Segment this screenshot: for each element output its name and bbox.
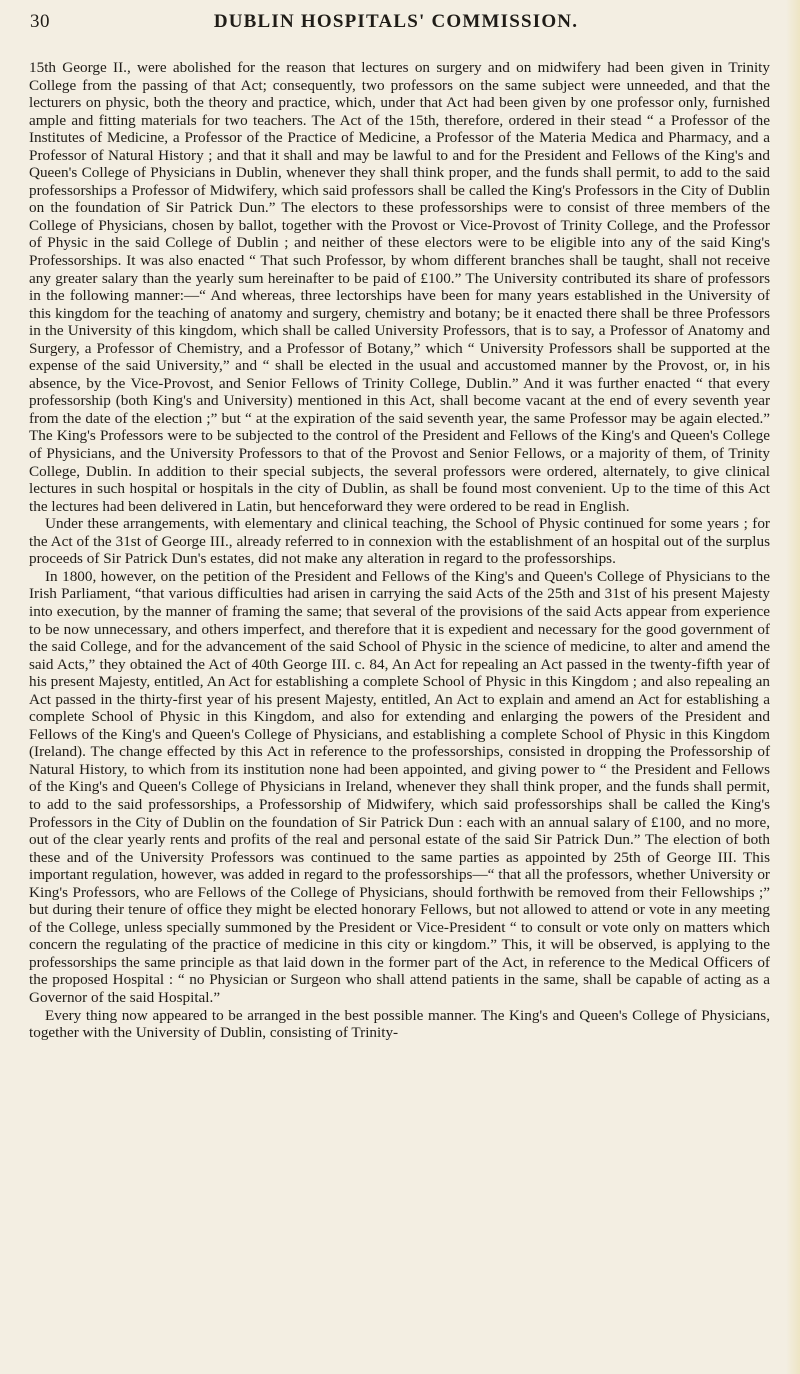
body-text [29,59,770,1042]
paragraph: Under these arrangements, with elementary and clinical teaching, the School of Physic continued for some years ; for the Act of the 31st of George III., already referred to in connexion with the establishment of an hospital out of the surplus proceeds of Sir Patrick Dun's estates, did not make any alteration in regard to the professorships. [29,515,770,568]
paragraph: 15th George II., were abolished for the reason that lectures on surgery and on midwifery had been given in Trinity College from the passing of that Act; consequently, two professors on the same subject were unneeded, and that the lecturers on physic, both the theory and practice, which, under that Act had been given by one professor only, furnished ample and fitting materials for two teachers. The Act of the 15th, therefore, ordered in their stead “ a Professor of the Institutes of Medicine, a Professor of the Practice of Medicine, a Professor of the Materia Medica and Pharmacy, and a Professor of Natural History ; and that it shall and may be lawful to and for the President and Fellows of the King's and Queen's College of Physicians in Dublin, whenever they shall think proper, and the funds shall permit, to add to the said professorships a Professor of Midwifery, which said professors shall be called the King's Professors in the City of Dublin on the foundation of Sir Patrick Dun.” The electors to these professorships were to consist of three members of the College of Physicians, chosen by ballot, together with the Provost or Vice-Provost of Trinity College, and the Professor of Physic in the said College of Dublin ; and neither of these electors were to be eligible into any of the said King's Professorships. It was also enacted “ That such Professor, by whom different branches shall be taught, shall not receive any greater salary than the yearly sum hereinafter to be paid of £100.” The University contributed its share of professors in the following manner:—“ And whereas, three lectorships have been for many years established in the University of this kingdom for the teaching of anatomy and surgery, chemistry and botany; be it enacted there shall be three Professors in the University of this kingdom, which shall be called University Professors, that is to say, a Professor of Anatomy and Surgery, a Professor of Chemistry, and a Professor of Botany,” which “ University Professors shall be supported at the expense of the said University,” and “ shall be elected in the usual and accustomed manner by the Provost, or, in his absence, by the Vice-Provost, and Senior Fellows of Trinity College, Dublin.” And it was further enacted “ that every professorship (both King's and University) mentioned in this Act, shall become vacant at the end of every seventh year from the date of the election ;” but “ at the expiration of the said seventh year, the same Professor may be again elected.” The King's Professors were to be subjected to the control of the President and Fellows of the King's and Queen's College of Physicians, and the University Professors to that of the Provost and Senior Fellows, or a majority of them, of Trinity College, Dublin. In addition to their special subjects, the several professors were ordered, alternately, to give clinical lectures in such hospital or hospitals in the city of Dublin, as shall be found most convenient. Up to the time of this Act the lectures had been delivered in Latin, but henceforward they were ordered to be read in English. [29,59,770,515]
paragraph: Every thing now appeared to be arranged in the best possible manner. The King's and Queen's College of Physicians, together with the University of Dublin, consisting of Trinity- [29,1006,770,1042]
page-number: 30 [30,11,50,32]
paragraph: In 1800, however, on the petition of the President and Fellows of the King's and Queen's College of Physicians to the Irish Parliament, “that various difficulties had arisen in carrying the said Acts of the 25th and 31st of his present Majesty into execution, by the manner of framing the same; that several of the provisions of the said Acts appear from experience to be now unnecessary, and others imperfect, and therefore that it is expedient and necessary for the good government of the said College, and for the advancement of the said School of Physic in the science of medicine, to alter and amend the said Acts,” they obtained the Act of 40th George III. c. 84, An Act for repealing an Act passed in the twenty-fifth year of his present Majesty, entitled, An Act for establishing a complete School of Physic in this Kingdom ; and also repealing an Act passed in the thirty-first year of his present Majesty, entitled, An Act to explain and amend an Act for establishing a complete School of Physic in this Kingdom, and also for extending and enlarging the powers of the President and Fellows of the King's and Queen's College of Physicians, and establishing a complete School of Physic in this Kingdom (Ireland). The change effected by this Act in reference to the professorships, consisted in dropping the Professorship of Natural History, to which from its institution none had been appointed, and giving power to “ the President and Fellows of the King's and Queen's College of Physicians in Ireland, whenever they shall think proper, and the funds shall permit, to add to the said professorships, a Professorship of Midwifery, which said professorships shall be called the King's Professors in the City of Dublin on the foundation of Sir Patrick Dun : each with an annual salary of £100, and no more, out of the clear yearly rents and profits of the real and personal estate of the said Sir Patrick Dun.” The election of both these and of the University Professors was continued to the same parties as appointed by 25th of George III. This important regulation, however, was added in regard to the professorships—“ that all the professors, whether University or King's Professors, who are Fellows of the College of Physicians, should forthwith be removed from their Fellowships ;” but during their tenure of office they might be elected honorary Fellows, but not allowed to attend or vote in any meeting of the College, unless specially summoned by the President or Vice-President “ to consult or vote only on matters which concern the regulating of the practice of medicine in this city or kingdom.” This, it will be observed, is applying to the professorships the same principle as that laid down in the former part of the Act, in reference to the Medical Officers of the proposed Hospital : “ no Physician or Surgeon who shall attend patients in the same, shall be capable of acting as a Governor of the said Hospital.” [29,567,770,1006]
running-title: DUBLIN HOSPITALS' COMMISSION. [213,11,579,32]
page-edge-shading [786,0,800,1374]
page-header [24,9,768,37]
